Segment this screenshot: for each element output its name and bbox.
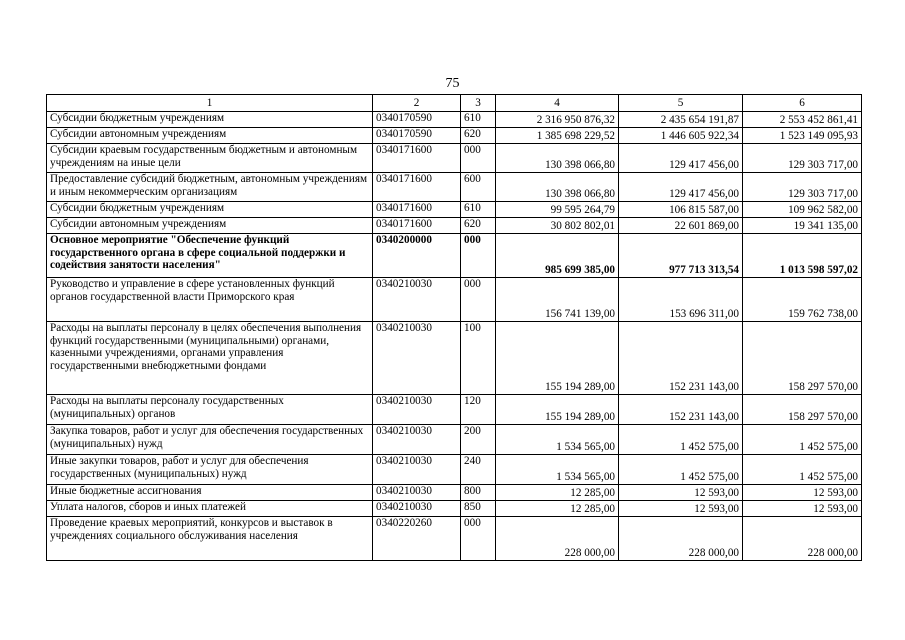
row-value-col4: 156 741 139,00 [496,278,619,322]
row-name: Субсидии бюджетным учреждениям [47,112,373,128]
table-row [47,485,862,501]
row-value-col4: 12 285,00 [496,485,619,501]
row-expense-type: 000 [461,144,496,173]
row-value-col4: 1 534 565,00 [496,455,619,485]
column-header: 5 [619,95,743,112]
row-code: 0340210030 [373,501,461,517]
row-value-col5: 153 696 311,00 [619,278,743,322]
table-row [47,202,862,218]
row-expense-type: 620 [461,218,496,234]
row-value-col5: 977 713 313,54 [619,234,743,278]
row-name: Основное мероприятие "Обеспечение функций государственного органа в сфере социальной поддержки и содействия занятости населения" [47,234,373,278]
row-code: 0340171600 [373,202,461,218]
table-row [47,112,862,128]
row-code: 0340210030 [373,395,461,425]
row-value-col6: 19 341 135,00 [743,218,862,234]
row-expense-type: 610 [461,202,496,218]
column-header: 4 [496,95,619,112]
row-value-col6: 129 303 717,00 [743,173,862,202]
row-value-col4: 130 398 066,80 [496,173,619,202]
row-value-col6: 129 303 717,00 [743,144,862,173]
row-value-col4: 228 000,00 [496,517,619,561]
row-expense-type: 000 [461,234,496,278]
row-value-col6: 12 593,00 [743,501,862,517]
row-value-col4: 985 699 385,00 [496,234,619,278]
row-name: Расходы на выплаты персоналу в целях обеспечения выполнения функций государственными (муниципальными) органами, казенными учреждениями, органами управления государственными внебюджетными фондами [47,322,373,395]
row-value-col6: 2 553 452 861,41 [743,112,862,128]
row-code: 0340210030 [373,485,461,501]
row-value-col5: 129 417 456,00 [619,173,743,202]
row-name: Предоставление субсидий бюджетным, автономным учреждениям и иным некоммерческим организациям [47,173,373,202]
table-row [47,278,862,322]
row-value-col6: 228 000,00 [743,517,862,561]
row-expense-type: 620 [461,128,496,144]
table-row [47,395,862,425]
budget-table [46,94,862,561]
row-value-col5: 12 593,00 [619,501,743,517]
table-row [47,425,862,455]
row-value-col5: 1 452 575,00 [619,455,743,485]
row-code: 0340210030 [373,322,461,395]
row-value-col6: 1 013 598 597,02 [743,234,862,278]
row-value-col6: 158 297 570,00 [743,322,862,395]
row-value-col5: 152 231 143,00 [619,395,743,425]
row-expense-type: 240 [461,455,496,485]
row-expense-type: 600 [461,173,496,202]
row-value-col5: 129 417 456,00 [619,144,743,173]
row-code: 0340171600 [373,218,461,234]
row-expense-type: 120 [461,395,496,425]
row-value-col6: 1 452 575,00 [743,425,862,455]
row-value-col4: 1 385 698 229,52 [496,128,619,144]
row-name: Иные бюджетные ассигнования [47,485,373,501]
table-row [47,455,862,485]
row-value-col4: 130 398 066,80 [496,144,619,173]
row-code: 0340200000 [373,234,461,278]
row-value-col5: 1 446 605 922,34 [619,128,743,144]
row-value-col5: 2 435 654 191,87 [619,112,743,128]
row-name: Субсидии бюджетным учреждениям [47,202,373,218]
table-row [47,501,862,517]
row-code: 0340210030 [373,455,461,485]
row-value-col5: 228 000,00 [619,517,743,561]
column-header: 6 [743,95,862,112]
row-code: 0340210030 [373,278,461,322]
table-row [47,517,862,561]
row-value-col6: 1 452 575,00 [743,455,862,485]
row-expense-type: 850 [461,501,496,517]
row-name: Закупка товаров, работ и услуг для обеспечения государственных (муниципальных) нужд [47,425,373,455]
row-code: 0340170590 [373,112,461,128]
row-value-col4: 1 534 565,00 [496,425,619,455]
row-value-col5: 152 231 143,00 [619,322,743,395]
page-number: 75 [445,76,460,91]
row-value-col4: 155 194 289,00 [496,395,619,425]
row-value-col5: 106 815 587,00 [619,202,743,218]
row-code: 0340210030 [373,425,461,455]
row-value-col4: 99 595 264,79 [496,202,619,218]
row-name: Расходы на выплаты персоналу государственных (муниципальных) органов [47,395,373,425]
table-row [47,322,862,395]
row-name: Иные закупки товаров, работ и услуг для обеспечения государственных (муниципальных) нужд [47,455,373,485]
row-value-col6: 109 962 582,00 [743,202,862,218]
row-code: 0340220260 [373,517,461,561]
row-value-col5: 22 601 869,00 [619,218,743,234]
row-name: Субсидии краевым государственным бюджетным и автономным учреждениям на иные цели [47,144,373,173]
row-value-col4: 2 316 950 876,32 [496,112,619,128]
row-value-col5: 12 593,00 [619,485,743,501]
table-header-row [47,95,862,112]
row-value-col6: 12 593,00 [743,485,862,501]
row-value-col6: 159 762 738,00 [743,278,862,322]
table-row [47,173,862,202]
column-header: 3 [461,95,496,112]
row-name: Субсидии автономным учреждениям [47,128,373,144]
table-row [47,218,862,234]
row-code: 0340170590 [373,128,461,144]
column-header: 2 [373,95,461,112]
row-name: Руководство и управление в сфере установленных функций органов государственной власти Приморского края [47,278,373,322]
row-code: 0340171600 [373,173,461,202]
row-value-col4: 12 285,00 [496,501,619,517]
table-row [47,128,862,144]
row-expense-type: 200 [461,425,496,455]
row-name: Уплата налогов, сборов и иных платежей [47,501,373,517]
row-name: Проведение краевых мероприятий, конкурсов и выставок в учреждениях социального обслуживания населения [47,517,373,561]
table-row [47,144,862,173]
row-value-col4: 30 802 802,01 [496,218,619,234]
row-value-col5: 1 452 575,00 [619,425,743,455]
table-row [47,234,862,278]
row-code: 0340171600 [373,144,461,173]
column-header: 1 [47,95,373,112]
row-value-col6: 1 523 149 095,93 [743,128,862,144]
row-value-col4: 155 194 289,00 [496,322,619,395]
row-expense-type: 610 [461,112,496,128]
row-expense-type: 000 [461,278,496,322]
row-expense-type: 100 [461,322,496,395]
row-name: Субсидии автономным учреждениям [47,218,373,234]
row-expense-type: 000 [461,517,496,561]
row-value-col6: 158 297 570,00 [743,395,862,425]
row-expense-type: 800 [461,485,496,501]
